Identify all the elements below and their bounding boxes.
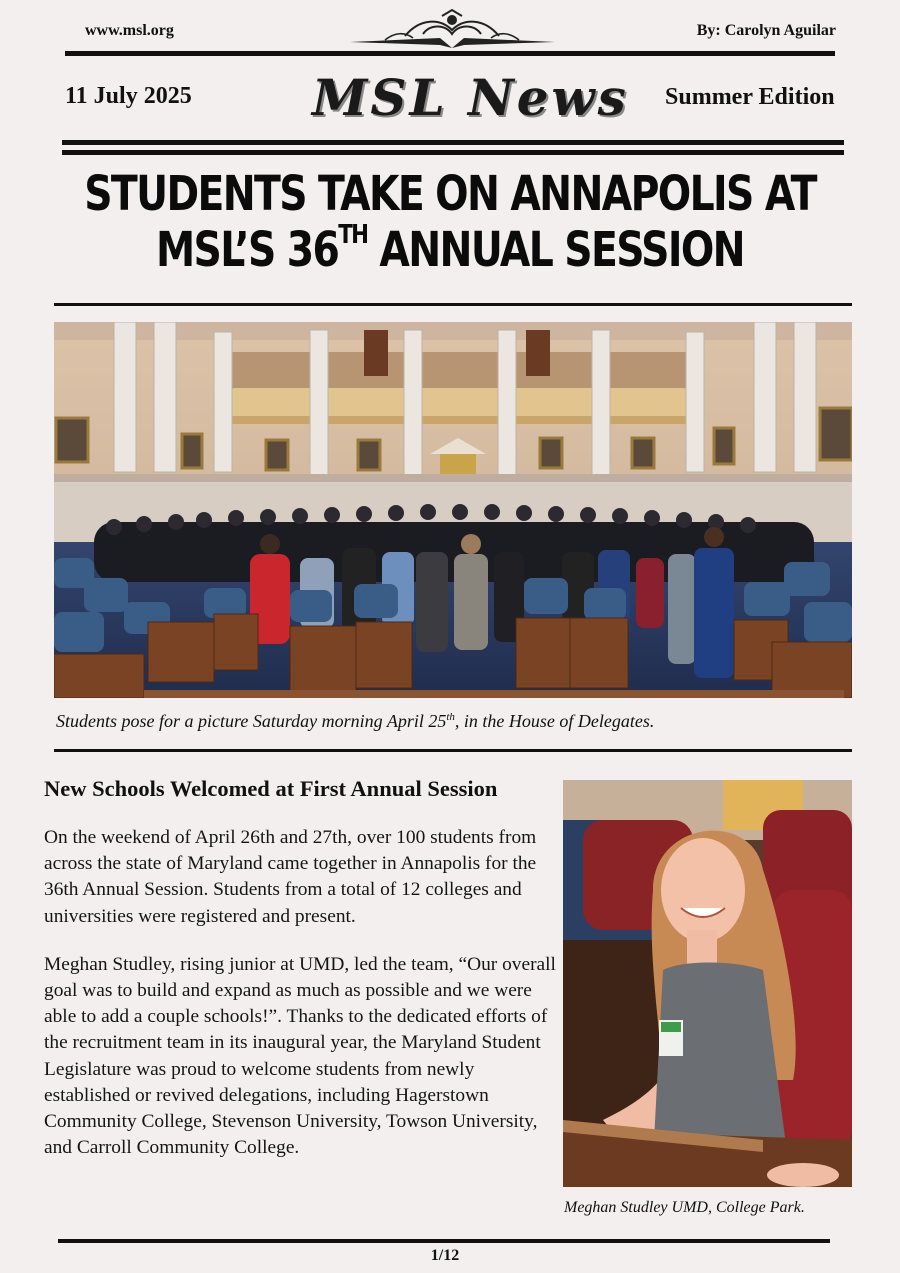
ornament-icon bbox=[345, 8, 560, 50]
website-url[interactable]: www.msl.org bbox=[85, 22, 174, 39]
student-portrait-illustration bbox=[563, 780, 852, 1187]
headline-line-2: MSL’S 36TH ANNUAL SESSION bbox=[156, 220, 744, 278]
side-photo bbox=[563, 780, 852, 1187]
photo-rule bbox=[54, 749, 852, 752]
article-body bbox=[44, 825, 556, 1183]
article-paragraph-2: Meghan Studley, rising junior at UMD, led the team, “Our overall goal was to build and expand as much as possible and we were able to add a couple schools!”. Thanks to the dedicated efforts of the recruitment team in its inaugural year, the Maryland Student Legislature was proud to welcome students from newly established or revived delegations, including Hagerstown Community College, Stevenson University, Towson University, and Carroll Community College. bbox=[44, 953, 556, 1159]
top-rule bbox=[65, 51, 835, 56]
byline: By: Carolyn Aguilar bbox=[696, 22, 836, 39]
masthead-rule-1 bbox=[62, 140, 844, 145]
headline-rule bbox=[54, 303, 852, 306]
chamber-illustration bbox=[54, 322, 852, 698]
page-number: 1/12 bbox=[430, 1247, 460, 1264]
footer-rule bbox=[58, 1239, 830, 1243]
main-photo-caption: Students pose for a picture Saturday morning April 25th, in the House of Delegates. bbox=[56, 711, 655, 731]
article-title: New Schools Welcomed at First Annual Session bbox=[44, 776, 498, 801]
headline bbox=[0, 166, 900, 278]
article-paragraph-1: On the weekend of April 26th and 27th, over 100 students from across the state of Maryland came together in Annapolis for the 36th Annual Session. Students from a total of 12 colleges and universities were registered and present. bbox=[44, 827, 537, 927]
issue-date: 11 July 2025 bbox=[65, 83, 192, 109]
masthead-title: MSL News bbox=[312, 68, 629, 127]
headline-line-1: STUDENTS TAKE ON ANNAPOLIS AT bbox=[84, 166, 816, 222]
edition-label: Summer Edition bbox=[665, 84, 835, 110]
main-photo bbox=[54, 322, 852, 698]
side-photo-caption: Meghan Studley UMD, College Park. bbox=[564, 1199, 805, 1216]
masthead-rule-2 bbox=[62, 150, 844, 155]
